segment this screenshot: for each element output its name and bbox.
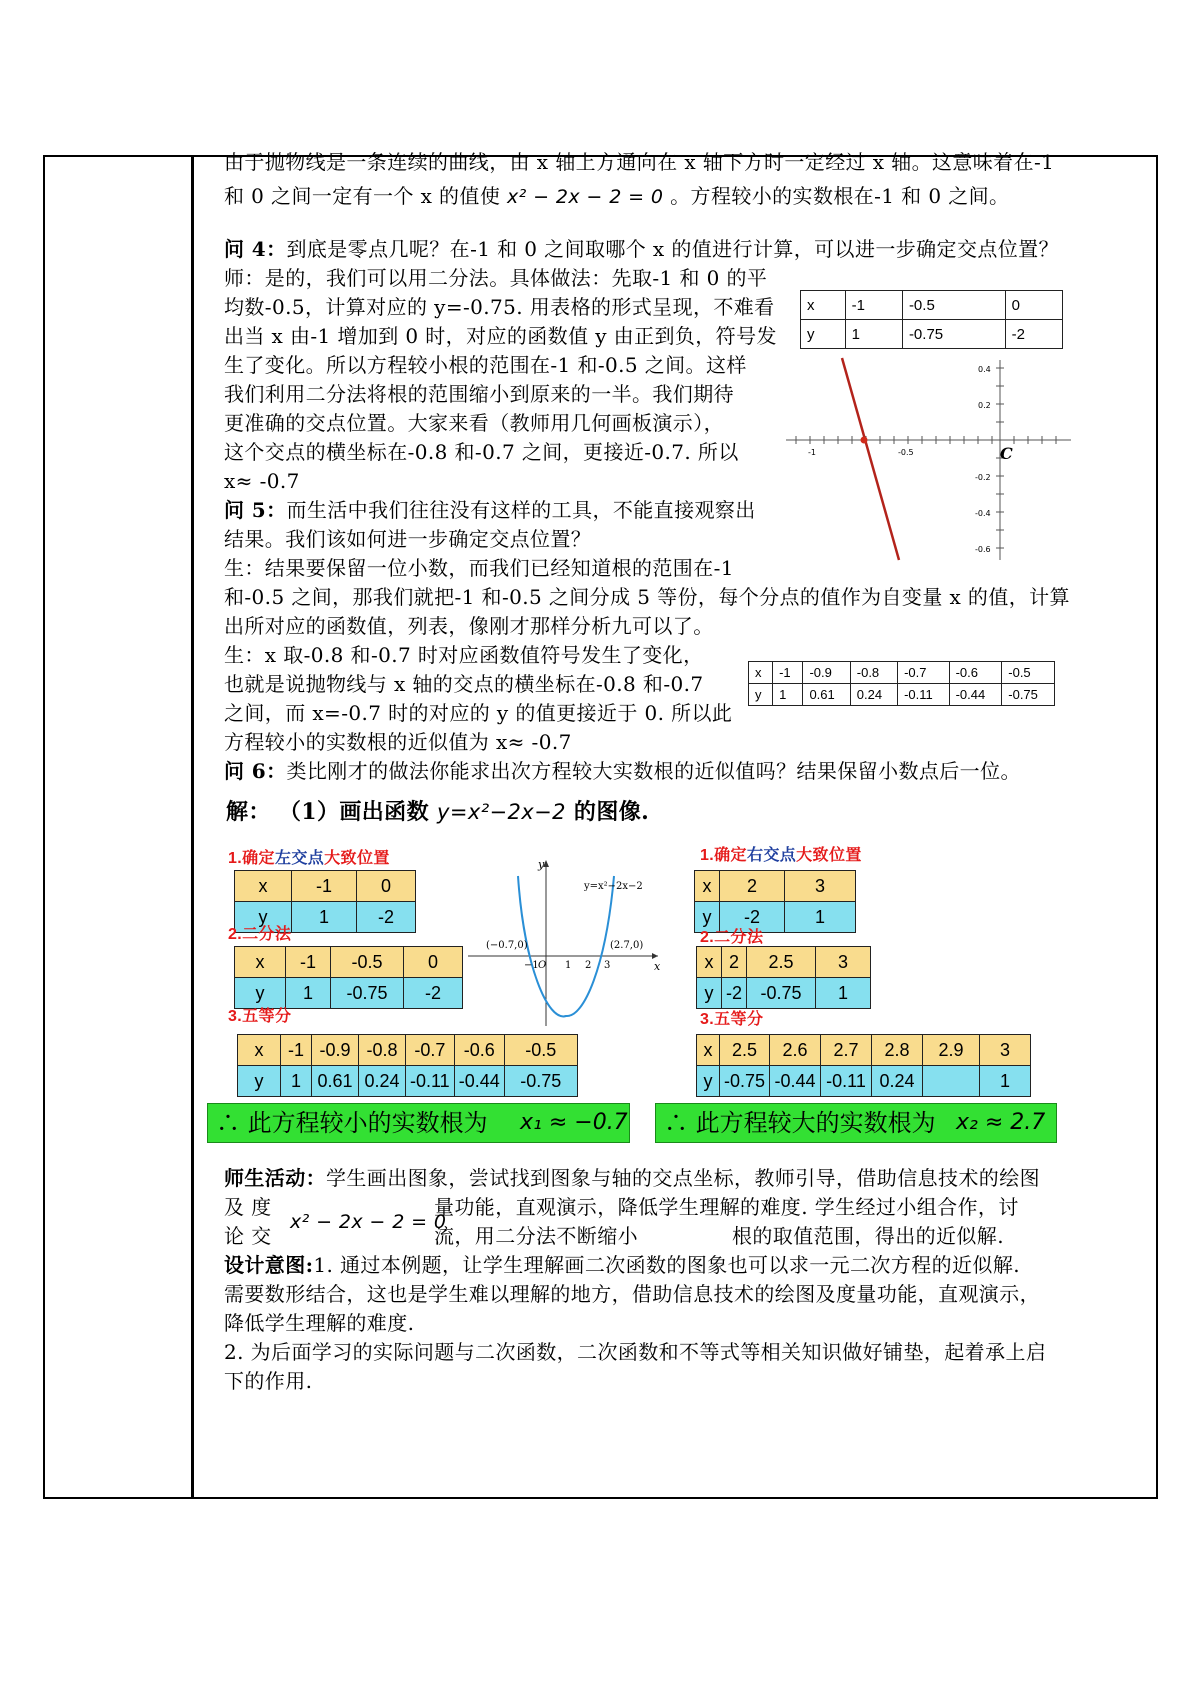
- table-row: [238, 1035, 578, 1066]
- table-cell: -2: [404, 978, 463, 1009]
- q4-text: 到底是零点几呢？在-1 和 0 之间取哪个 x 的值进行计算，可以进一步确定交点位置？: [286, 237, 1059, 261]
- table-row: [695, 871, 856, 902]
- tick-label: 1: [565, 960, 572, 971]
- table-row: [749, 662, 1055, 684]
- table-cell: -0.9: [803, 662, 850, 684]
- left-step-3-heading: 3.五等分: [228, 1008, 292, 1025]
- q5-table: [748, 661, 1055, 706]
- table-cell: -0.75: [747, 978, 816, 1009]
- design-line-5: 下的作用.: [224, 1369, 313, 1393]
- table-row: [749, 684, 1055, 706]
- table-cell: 1: [281, 1066, 312, 1097]
- conclusion-text: ∴ 此方程较小的实数根为: [216, 1109, 488, 1137]
- q5-answer-6: 之间，而 x=-0.7 时的对应的 y 的值更接近于 0. 所以此: [224, 701, 733, 725]
- table-cell: -0.11: [406, 1066, 455, 1097]
- table-row: [697, 947, 871, 978]
- table-cell: x: [749, 662, 773, 684]
- q4-line-5: 我们利用二分法将根的范围缩小到原来的一半。我们期待: [224, 382, 734, 406]
- table-cell: 2.5: [720, 1035, 770, 1066]
- q6-line: [224, 756, 1021, 787]
- table-cell: y: [697, 1066, 720, 1097]
- heading-part: 左交点: [274, 850, 325, 867]
- table-cell: 1: [980, 1066, 1031, 1097]
- solution-text: （1）画出函数: [278, 799, 429, 825]
- right-table-2: [696, 946, 871, 1009]
- point-label: C: [1000, 444, 1013, 463]
- table-row: [235, 947, 463, 978]
- table-row: [697, 978, 871, 1009]
- activity-line-3-a: 论 交: [224, 1224, 272, 1248]
- table-cell: -0.7: [898, 662, 949, 684]
- table-cell: 3: [816, 947, 871, 978]
- parabola-segment: [842, 358, 899, 560]
- x-axis-label: x: [654, 960, 661, 973]
- activity-label: 师生活动：: [224, 1166, 326, 1190]
- y-tick-label: 0.2: [978, 401, 991, 410]
- q4-table: [800, 290, 1063, 349]
- q5-line-2: 结果。我们该如何进一步确定交点位置？: [224, 527, 592, 551]
- table-cell: -0.44: [770, 1066, 821, 1097]
- conclusion-text: ∴ 此方程较大的实数根为: [664, 1109, 936, 1137]
- table-row: [238, 1066, 578, 1097]
- table-cell: 3: [980, 1035, 1031, 1066]
- y-tick-label: -0.6: [975, 545, 991, 554]
- heading-part: 1.确定: [228, 850, 275, 867]
- q5-label: 问 5：: [224, 498, 287, 522]
- left-step-1-heading: [228, 846, 390, 872]
- design-line-1: [224, 1250, 1020, 1281]
- table-cell: -1: [292, 871, 357, 902]
- intro-line-2-b: 。方程较小的实数根在-1 和 0 之间。: [670, 184, 1010, 208]
- solution-line: [226, 797, 649, 828]
- activity-line-2-a: 及 度: [224, 1195, 272, 1219]
- table-cell: -0.5: [504, 1035, 577, 1066]
- table-cell: -0.8: [850, 662, 897, 684]
- table-cell: 1: [773, 684, 803, 706]
- table-cell: y: [238, 1066, 281, 1097]
- table-cell: 1: [292, 902, 357, 933]
- table-cell: -0.75: [720, 1066, 770, 1097]
- intro-line-1: 由于抛物线是一条连续的曲线，由 x 轴上方通向在 x 轴下方时一定经过 x 轴。这意味着在-1: [224, 150, 1055, 174]
- function-expression: y=x²−2x−2: [437, 800, 566, 824]
- solution-label: 解：: [226, 799, 271, 825]
- table-cell: 0: [1005, 291, 1062, 320]
- table-cell: -1: [281, 1035, 312, 1066]
- heading-part: 右交点: [746, 847, 797, 864]
- solution-tail: 的图像.: [573, 799, 650, 825]
- y-tick-label: -0.2: [975, 473, 991, 482]
- table-cell: -0.44: [949, 684, 1002, 706]
- q6-label: 问 6：: [224, 759, 287, 783]
- table-cell: y: [235, 902, 292, 933]
- conclusion-root: x₁ ≈ −0.7: [520, 1110, 628, 1135]
- intersection-point: [861, 437, 868, 444]
- table-cell: -2: [1005, 320, 1062, 349]
- table-cell: -0.6: [454, 1035, 504, 1066]
- table-cell: x: [695, 871, 720, 902]
- heading-part: 1.确定: [700, 847, 747, 864]
- table-cell: y: [801, 320, 846, 349]
- design-text-1: 1. 通过本例题，让学生理解画二次函数的图象也可以求一元二次方程的近似解.: [313, 1253, 1020, 1277]
- table-cell: -0.75: [504, 1066, 577, 1097]
- q5-answer-3: 出所对应的函数值，列表，像刚才那样分析九可以了。: [224, 614, 714, 638]
- x-tick-label: -1: [808, 448, 816, 457]
- q4-line-7: 这个交点的横坐标在-0.8 和-0.7 之间，更接近-0.7. 所以: [224, 440, 739, 464]
- parabola-curve: [518, 876, 614, 1016]
- activity-text-1: 学生画出图象，尝试找到图象与轴的交点坐标，教师引导，借助信息技术的绘图: [326, 1166, 1040, 1190]
- table-cell: -0.7: [406, 1035, 455, 1066]
- table-cell: y: [749, 684, 773, 706]
- q4-line-8: x≈ -0.7: [224, 469, 300, 493]
- y-tick-label: 0.4: [978, 365, 991, 374]
- table-cell: 2: [720, 871, 785, 902]
- table-cell: 0.61: [312, 1066, 359, 1097]
- table-cell: -0.8: [359, 1035, 406, 1066]
- table-cell: -0.5: [331, 947, 404, 978]
- q5-answer-2: 和-0.5 之间，那我们就把-1 和-0.5 之间分成 5 等份，每个分点的值作为自变量 x 的值，计算: [224, 585, 1070, 609]
- table-cell: [923, 1066, 980, 1097]
- table-cell: 2.5: [747, 947, 816, 978]
- q5-line-1: [224, 495, 756, 526]
- table-row: [697, 1066, 1031, 1097]
- y-axis-label: y: [538, 858, 545, 871]
- q5-text-1: 而生活中我们往往没有这样的工具，不能直接观察出: [286, 498, 756, 522]
- left-step-2-heading: 2.二分法: [228, 926, 292, 943]
- table-cell: -0.75: [331, 978, 404, 1009]
- table-cell: 1: [286, 978, 331, 1009]
- table-cell: 0.24: [359, 1066, 406, 1097]
- table-cell: y: [697, 978, 722, 1009]
- table-cell: -1: [845, 291, 902, 320]
- tick-label: 2: [585, 960, 592, 971]
- q5-answer-4: 生：x 取-0.8 和-0.7 时对应函数值符号发生了变化，: [224, 643, 704, 667]
- conclusion-root: x₂ ≈ 2.7: [956, 1110, 1046, 1135]
- table-cell: y: [695, 902, 720, 933]
- table-cell: 1: [785, 902, 856, 933]
- table-cell: -1: [773, 662, 803, 684]
- right-step-1-heading: [700, 843, 862, 869]
- q5-answer-1: 生：结果要保留一位小数，而我们已经知道根的范围在-1: [224, 556, 734, 580]
- q4-label: 问 4：: [224, 237, 287, 261]
- table-cell: 0: [404, 947, 463, 978]
- q5-answer-5: 也就是说抛物线与 x 轴的交点的横坐标在-0.8 和-0.7: [224, 672, 704, 696]
- table-cell: -0.75: [1002, 684, 1055, 706]
- left-table-2: [234, 946, 463, 1009]
- table-cell: 2.8: [872, 1035, 923, 1066]
- activity-line-1: [224, 1163, 1040, 1194]
- left-table-3: [237, 1034, 578, 1097]
- table-cell: x: [697, 1035, 720, 1066]
- table-cell: x: [801, 291, 846, 320]
- table-cell: 2: [722, 947, 747, 978]
- equation: x² − 2x − 2 = 0: [507, 186, 664, 208]
- table-cell: 1: [816, 978, 871, 1009]
- q4-line-3: 出当 x 由-1 增加到 0 时，对应的函数值 y 由正到负，符号发: [224, 324, 777, 348]
- table-cell: 2.7: [821, 1035, 872, 1066]
- right-conclusion: [655, 1103, 1057, 1143]
- tick-label: 3: [604, 960, 611, 971]
- table-cell: 2.6: [770, 1035, 821, 1066]
- table-cell: 0.24: [850, 684, 897, 706]
- intro-line-2-a: 和 0 之间一定有一个 x 的值使: [224, 184, 501, 208]
- table-cell: -0.5: [902, 291, 1005, 320]
- design-label: 设计意图:: [224, 1253, 314, 1277]
- left-conclusion: [207, 1103, 630, 1143]
- activity-line-3-b: 流，用二分法不断缩小: [434, 1224, 638, 1248]
- activity-equation: x² − 2x − 2 = 0: [290, 1211, 447, 1233]
- table-row: [235, 871, 416, 902]
- intro-line-2: [224, 181, 1009, 213]
- activity-line-3-c: 根的取值范围，得出的近似解.: [732, 1224, 1004, 1248]
- q6-text: 类比刚才的做法你能求出次方程较大实数根的近似值吗？结果保留小数点后一位。: [286, 759, 1021, 783]
- q5-answer-7: 方程较小的实数根的近似值为 x≈ -0.7: [224, 730, 572, 754]
- activity-line-2-b: 量功能，直观演示，降低学生理解的难度. 学生经过小组合作，讨: [434, 1195, 1019, 1219]
- design-line-2: 需要数形结合，这也是学生难以理解的地方，借助信息技术的绘图及度量功能，直观演示，: [224, 1282, 1040, 1306]
- q4-line-1: 师：是的，我们可以用二分法。具体做法：先取-1 和 0 的平: [224, 266, 768, 290]
- x-axis-arrow: [652, 953, 658, 959]
- right-table-3: [696, 1034, 1031, 1097]
- table-cell: -0.9: [312, 1035, 359, 1066]
- table-cell: 0: [357, 871, 416, 902]
- right-step-3-heading: 3.五等分: [700, 1011, 764, 1028]
- q4-line-2: 均数-0.5，计算对应的 y=-0.75. 用表格的形式呈现，不难看: [224, 295, 775, 319]
- design-line-4: 2. 为后面学习的实际问题与二次函数，二次函数和不等式等相关知识做好铺垫，起着承上启: [224, 1340, 1047, 1364]
- right-table-1: [694, 870, 856, 933]
- table-cell: x: [235, 947, 286, 978]
- table-cell: -0.44: [454, 1066, 504, 1097]
- right-root-label: (2.7,0): [610, 940, 644, 951]
- heading-part: 大致位置: [324, 850, 390, 867]
- table-cell: -0.5: [1002, 662, 1055, 684]
- zoom-graph: [786, 355, 1071, 565]
- parabola-graph: [466, 856, 664, 1028]
- table-row: [697, 1035, 1031, 1066]
- tick-label: −1: [524, 960, 539, 971]
- table-cell: x: [238, 1035, 281, 1066]
- table-row: [801, 291, 1063, 320]
- table-cell: 1: [845, 320, 902, 349]
- q4-line-6: 更准确的交点位置。大家来看（教师用几何画板演示），: [224, 411, 724, 435]
- table-cell: -1: [286, 947, 331, 978]
- table-cell: y: [235, 978, 286, 1009]
- table-cell: 3: [785, 871, 856, 902]
- table-cell: x: [697, 947, 722, 978]
- left-root-label: (−0.7,0): [486, 940, 528, 951]
- table-cell: -0.11: [898, 684, 949, 706]
- heading-part: 大致位置: [796, 847, 862, 864]
- q4-line-4: 生了变化。所以方程较小根的范围在-1 和-0.5 之间。这样: [224, 353, 747, 377]
- table-cell: -0.6: [949, 662, 1002, 684]
- function-label: y=x²−2x−2: [584, 881, 643, 892]
- y-tick-label: -0.4: [975, 509, 991, 518]
- right-step-2-heading: 2.二分法: [700, 929, 764, 946]
- table-cell: -2: [357, 902, 416, 933]
- table-cell: -0.11: [821, 1066, 872, 1097]
- design-line-3: 降低学生理解的难度.: [224, 1311, 415, 1335]
- table-row: [801, 320, 1063, 349]
- origin-label: O: [538, 960, 547, 971]
- table-cell: x: [235, 871, 292, 902]
- q4-line: [224, 234, 1059, 265]
- table-cell: 0.61: [803, 684, 850, 706]
- table-cell: 2.9: [923, 1035, 980, 1066]
- table-cell: -0.75: [902, 320, 1005, 349]
- table-cell: -2: [720, 902, 785, 933]
- table-cell: -2: [722, 978, 747, 1009]
- x-tick-label: -0.5: [898, 448, 914, 457]
- table-cell: 0.24: [872, 1066, 923, 1097]
